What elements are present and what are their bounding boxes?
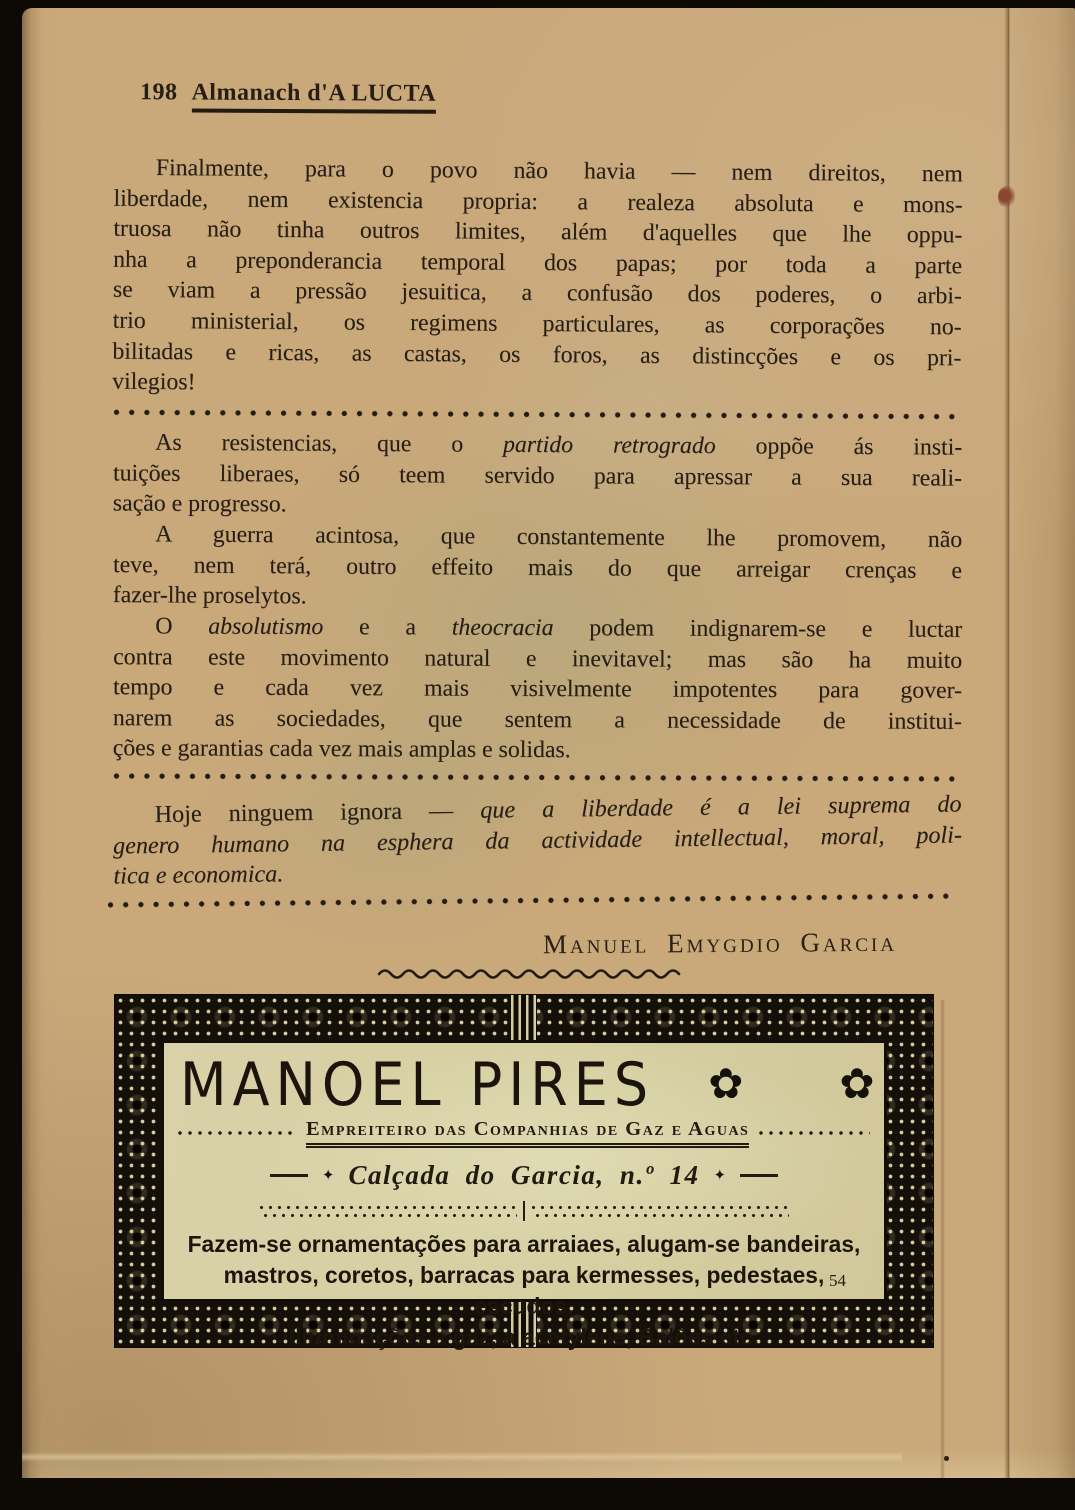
- star-ornament-icon: ✦: [321, 1168, 335, 1184]
- star-ornament-icon: ✦: [713, 1168, 727, 1184]
- page-number: 198: [139, 79, 178, 106]
- dash-ornament: [740, 1174, 778, 1177]
- divider-bar: [523, 1201, 526, 1221]
- text-line: Fazem-se ornamentações para arraiaes, alugam-se bandeiras,: [187, 1231, 861, 1257]
- text-line: A guerra acintosa, que constantemente lhe promovem, não: [155, 520, 963, 553]
- ad-address-row: [164, 1160, 884, 1191]
- text-line: trio ministerial, os regimens particulares, as corporações no-: [112, 307, 962, 341]
- dotted-separator: [113, 409, 962, 420]
- book-title: Almanach d'A LUCTA: [191, 79, 436, 113]
- article-text: [113, 156, 962, 904]
- ad-subtitle-row: [178, 1118, 870, 1148]
- text-line: ções e garantias cada vez mais amplas e solidas.: [112, 735, 571, 764]
- dotted-leader: [531, 1205, 789, 1218]
- advertisement-box: [115, 995, 933, 1350]
- advertiser-name: MANOEL PIRES: [180, 1049, 655, 1120]
- wavy-divider: [375, 966, 687, 980]
- ad-address: Calçada do Garcia, n.º 14: [348, 1160, 700, 1190]
- text-line: se viam a pressão jesuitica, a confusão dos poderes, o arbi-: [112, 277, 962, 310]
- border-break-ornament: [511, 995, 537, 1041]
- text-line: mastros, coretos, barracas para kermesses, pedestaes, escudos.: [223, 1262, 825, 1319]
- dotted-leader: [178, 1131, 296, 1135]
- text-line: genero humano na esphera da actividade intellectual, moral, poli-: [112, 821, 963, 860]
- ad-subtitle: Empreiteiro das Companhias de Gaz e Aguas: [306, 1118, 749, 1148]
- text-line: tempo e cada vez mais visivelmente impotentes para gover-: [112, 674, 963, 705]
- text-line: vilegios!: [112, 368, 196, 396]
- dotted-separator: [107, 893, 956, 909]
- text-line: tica e economica.: [113, 860, 284, 891]
- paragraph: [113, 427, 963, 524]
- paragraph: [113, 519, 963, 617]
- ad-dotted-rule: [164, 1201, 884, 1221]
- flower-ornament-icon: ✿: [708, 1061, 744, 1108]
- text-line: fazer-lhe proselytos.: [112, 581, 307, 610]
- text-line: sação e progresso.: [112, 490, 287, 518]
- advertisement-panel: [161, 1040, 887, 1350]
- dotted-leader: [259, 1205, 517, 1218]
- paragraph: [112, 153, 963, 404]
- text-line: bilitadas e ricas, as castas, os foros, as distincções e os pri-: [112, 338, 962, 371]
- text-line: Illuminações a gaz, a acetylene, Balões etc.: [288, 1324, 760, 1350]
- text-line: nha a preponderancia temporal dos papas; por toda a parte: [113, 246, 963, 280]
- dotted-separator: [113, 773, 962, 783]
- text-line: O absolutismo e a theocracia podem indignarem-se e luctar: [155, 613, 963, 644]
- text-line: Finalmente, para o povo não havia — nem direitos, nem: [155, 154, 963, 188]
- ad-number: 54: [829, 1271, 846, 1290]
- text-line: liberdade, nem existencia propria: a realeza absoluta e mons-: [113, 185, 963, 218]
- author-signature: Manuel Emygdio Garcia: [542, 926, 898, 960]
- dotted-leader: [759, 1131, 870, 1135]
- text-line: narem as sociedades, que sentem a necessidade de institui-: [112, 705, 962, 735]
- flower-ornament-icon: ✿: [839, 1061, 875, 1108]
- text-line: As resistencias, que o partido retrogrado oppõe ás insti-: [155, 429, 963, 461]
- text-line: tuições liberaes, só teem servido para apressar a sua reali-: [112, 459, 963, 491]
- paragraph: [112, 790, 962, 893]
- running-header: [140, 79, 436, 108]
- ad-title-row: [180, 1049, 884, 1120]
- text-line: teve, nem terá, outro effeito mais do que arreigar crenças e: [112, 551, 963, 584]
- dash-ornament: [270, 1174, 308, 1177]
- paragraph: [113, 611, 963, 768]
- text-line: contra este movimento natural e inevitavel; mas são ha muito: [113, 644, 963, 674]
- text-line: truosa não tinha outros limites, além d'aquelles que lhe oppu-: [113, 215, 963, 249]
- ad-body-text: [175, 1229, 873, 1353]
- text-line: Hoje ninguem ignora — que a liberdade é a lei suprema do: [154, 790, 962, 829]
